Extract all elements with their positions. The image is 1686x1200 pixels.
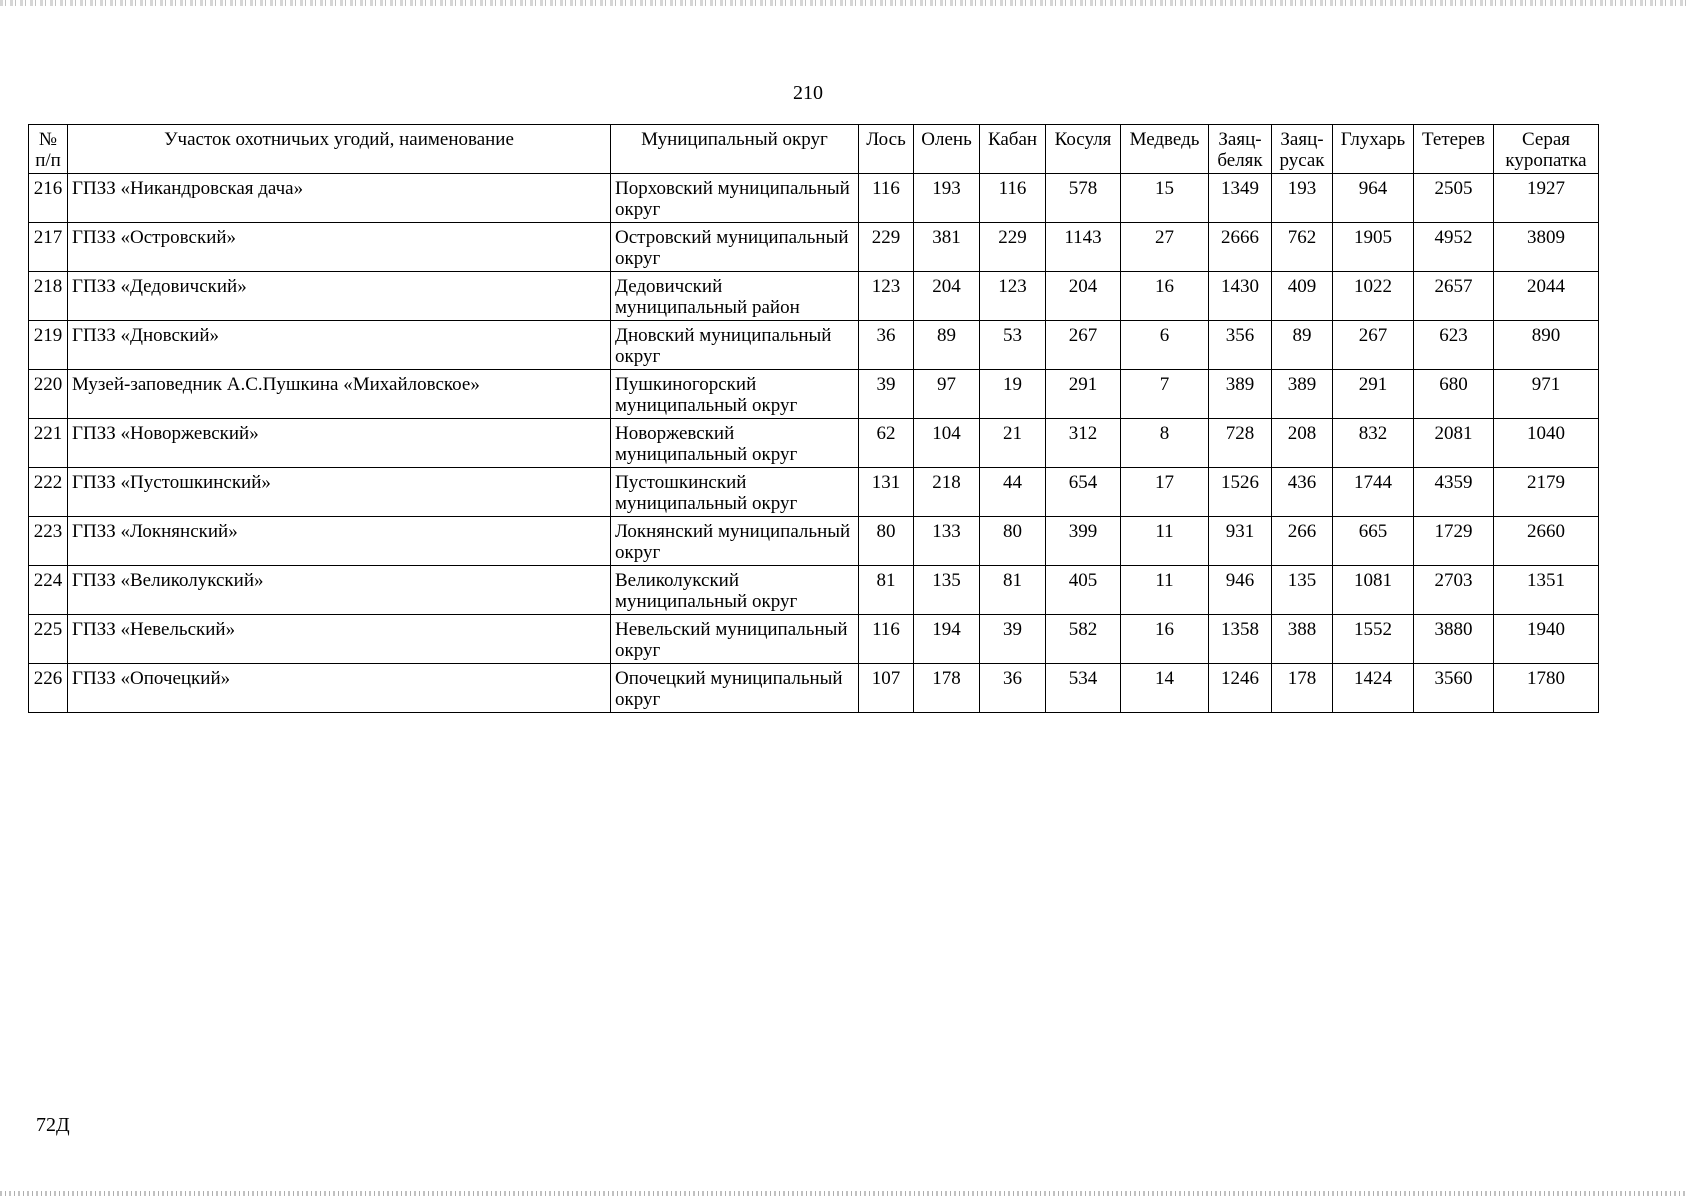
row-value: 291 [1046, 370, 1121, 419]
row-value: 1143 [1046, 223, 1121, 272]
row-value: 266 [1272, 517, 1333, 566]
row-value: 193 [1272, 174, 1333, 223]
table-row [29, 517, 1599, 566]
row-value: 2703 [1414, 566, 1494, 615]
row-value: 578 [1046, 174, 1121, 223]
row-value: 133 [914, 517, 980, 566]
row-value: 1351 [1494, 566, 1599, 615]
row-okrug: Локнянский муниципальный округ [611, 517, 859, 566]
row-value: 89 [1272, 321, 1333, 370]
row-value: 436 [1272, 468, 1333, 517]
row-value: 2660 [1494, 517, 1599, 566]
row-value: 123 [859, 272, 914, 321]
row-value: 15 [1121, 174, 1209, 223]
row-value: 971 [1494, 370, 1599, 419]
row-value: 1526 [1209, 468, 1272, 517]
row-value: 1780 [1494, 664, 1599, 713]
table-header-row [29, 125, 1599, 174]
row-value: 680 [1414, 370, 1494, 419]
row-value: 27 [1121, 223, 1209, 272]
row-name: ГПЗЗ «Локнянский» [68, 517, 611, 566]
header-medved: Медведь [1121, 125, 1209, 174]
row-value: 4359 [1414, 468, 1494, 517]
row-number: 216 [29, 174, 68, 223]
row-value: 131 [859, 468, 914, 517]
row-value: 2666 [1209, 223, 1272, 272]
row-value: 89 [914, 321, 980, 370]
row-value: 7 [1121, 370, 1209, 419]
row-value: 389 [1209, 370, 1272, 419]
row-okrug: Дедовичский муниципальный район [611, 272, 859, 321]
table-row [29, 566, 1599, 615]
row-value: 8 [1121, 419, 1209, 468]
header-teterev: Тетерев [1414, 125, 1494, 174]
row-value: 1927 [1494, 174, 1599, 223]
row-okrug: Дновский муниципальный округ [611, 321, 859, 370]
header-okrug: Муниципальный округ [611, 125, 859, 174]
row-number: 219 [29, 321, 68, 370]
row-value: 208 [1272, 419, 1333, 468]
row-value: 3809 [1494, 223, 1599, 272]
row-value: 534 [1046, 664, 1121, 713]
header-kaban: Кабан [980, 125, 1046, 174]
row-value: 1905 [1333, 223, 1414, 272]
row-value: 2179 [1494, 468, 1599, 517]
row-value: 1081 [1333, 566, 1414, 615]
row-value: 135 [914, 566, 980, 615]
row-value: 116 [980, 174, 1046, 223]
row-okrug: Невельский муниципальный округ [611, 615, 859, 664]
table-row [29, 272, 1599, 321]
row-value: 1349 [1209, 174, 1272, 223]
row-value: 218 [914, 468, 980, 517]
row-value: 964 [1333, 174, 1414, 223]
row-value: 107 [859, 664, 914, 713]
row-okrug: Островский муниципальный округ [611, 223, 859, 272]
row-value: 194 [914, 615, 980, 664]
row-value: 80 [859, 517, 914, 566]
row-value: 3560 [1414, 664, 1494, 713]
row-value: 291 [1333, 370, 1414, 419]
row-okrug: Пушкиногорский муниципальный округ [611, 370, 859, 419]
row-value: 17 [1121, 468, 1209, 517]
row-value: 946 [1209, 566, 1272, 615]
row-value: 4952 [1414, 223, 1494, 272]
table-row [29, 223, 1599, 272]
header-los: Лось [859, 125, 914, 174]
row-value: 1424 [1333, 664, 1414, 713]
row-value: 178 [1272, 664, 1333, 713]
hunting-quota-table [28, 124, 1599, 713]
row-number: 225 [29, 615, 68, 664]
row-name: ГПЗЗ «Новоржевский» [68, 419, 611, 468]
row-value: 11 [1121, 517, 1209, 566]
row-value: 665 [1333, 517, 1414, 566]
row-value: 654 [1046, 468, 1121, 517]
row-value: 80 [980, 517, 1046, 566]
row-name: ГПЗЗ «Опочецкий» [68, 664, 611, 713]
row-number: 224 [29, 566, 68, 615]
row-value: 623 [1414, 321, 1494, 370]
row-value: 762 [1272, 223, 1333, 272]
row-value: 135 [1272, 566, 1333, 615]
row-value: 229 [859, 223, 914, 272]
row-value: 44 [980, 468, 1046, 517]
row-value: 1358 [1209, 615, 1272, 664]
table-body [29, 174, 1599, 713]
row-value: 388 [1272, 615, 1333, 664]
row-value: 116 [859, 174, 914, 223]
row-value: 1022 [1333, 272, 1414, 321]
row-number: 221 [29, 419, 68, 468]
row-value: 389 [1272, 370, 1333, 419]
row-value: 81 [859, 566, 914, 615]
header-kuropatka: Серая куропатка [1494, 125, 1599, 174]
row-value: 1430 [1209, 272, 1272, 321]
row-value: 1744 [1333, 468, 1414, 517]
row-value: 728 [1209, 419, 1272, 468]
row-okrug: Порховский муниципальный округ [611, 174, 859, 223]
row-value: 399 [1046, 517, 1121, 566]
row-value: 381 [914, 223, 980, 272]
row-value: 312 [1046, 419, 1121, 468]
header-zayac-rusak: Заяц-русак [1272, 125, 1333, 174]
row-value: 1940 [1494, 615, 1599, 664]
row-value: 2081 [1414, 419, 1494, 468]
row-name: ГПЗЗ «Островский» [68, 223, 611, 272]
row-value: 204 [1046, 272, 1121, 321]
row-value: 267 [1046, 321, 1121, 370]
header-kosulya: Косуля [1046, 125, 1121, 174]
row-name: ГПЗЗ «Невельский» [68, 615, 611, 664]
row-value: 21 [980, 419, 1046, 468]
table-row [29, 468, 1599, 517]
page-number: 210 [793, 82, 823, 104]
row-number: 223 [29, 517, 68, 566]
row-value: 204 [914, 272, 980, 321]
row-name: ГПЗЗ «Дедовичский» [68, 272, 611, 321]
row-value: 2044 [1494, 272, 1599, 321]
row-value: 1552 [1333, 615, 1414, 664]
row-value: 14 [1121, 664, 1209, 713]
row-value: 6 [1121, 321, 1209, 370]
row-number: 217 [29, 223, 68, 272]
row-value: 409 [1272, 272, 1333, 321]
row-name: ГПЗЗ «Никандровская дача» [68, 174, 611, 223]
row-okrug: Опочецкий муниципальный округ [611, 664, 859, 713]
row-value: 62 [859, 419, 914, 468]
row-number: 218 [29, 272, 68, 321]
row-value: 229 [980, 223, 1046, 272]
row-value: 356 [1209, 321, 1272, 370]
row-value: 39 [859, 370, 914, 419]
row-name: ГПЗЗ «Дновский» [68, 321, 611, 370]
row-name: Музей-заповедник А.С.Пушкина «Михайловское» [68, 370, 611, 419]
row-value: 1246 [1209, 664, 1272, 713]
row-okrug: Новоржевский муниципальный округ [611, 419, 859, 468]
row-value: 16 [1121, 615, 1209, 664]
row-okrug: Пустошкинский муниципальный округ [611, 468, 859, 517]
row-value: 81 [980, 566, 1046, 615]
header-gluhar: Глухарь [1333, 125, 1414, 174]
scan-edge-bottom [0, 1191, 1686, 1196]
table-row [29, 419, 1599, 468]
row-value: 116 [859, 615, 914, 664]
row-value: 36 [859, 321, 914, 370]
header-name: Участок охотничьих угодий, наименование [68, 125, 611, 174]
row-value: 36 [980, 664, 1046, 713]
row-value: 104 [914, 419, 980, 468]
row-value: 97 [914, 370, 980, 419]
row-value: 53 [980, 321, 1046, 370]
row-value: 405 [1046, 566, 1121, 615]
row-value: 193 [914, 174, 980, 223]
row-value: 890 [1494, 321, 1599, 370]
header-olen: Олень [914, 125, 980, 174]
row-value: 267 [1333, 321, 1414, 370]
row-okrug: Великолукский муниципальный округ [611, 566, 859, 615]
table-row [29, 321, 1599, 370]
row-number: 220 [29, 370, 68, 419]
row-value: 19 [980, 370, 1046, 419]
row-number: 222 [29, 468, 68, 517]
table-row [29, 174, 1599, 223]
table-row [29, 370, 1599, 419]
table-row [29, 664, 1599, 713]
row-value: 39 [980, 615, 1046, 664]
row-number: 226 [29, 664, 68, 713]
row-value: 178 [914, 664, 980, 713]
row-value: 582 [1046, 615, 1121, 664]
scan-edge-top [0, 0, 1686, 6]
row-value: 1729 [1414, 517, 1494, 566]
row-value: 931 [1209, 517, 1272, 566]
row-value: 16 [1121, 272, 1209, 321]
row-value: 2505 [1414, 174, 1494, 223]
header-zayac-belyak: Заяц-беляк [1209, 125, 1272, 174]
row-value: 123 [980, 272, 1046, 321]
footer-code: 72Д [36, 1114, 70, 1136]
row-value: 11 [1121, 566, 1209, 615]
row-value: 1040 [1494, 419, 1599, 468]
row-value: 832 [1333, 419, 1414, 468]
table-row [29, 615, 1599, 664]
row-name: ГПЗЗ «Пустошкинский» [68, 468, 611, 517]
header-num: № п/п [29, 125, 68, 174]
row-value: 3880 [1414, 615, 1494, 664]
row-name: ГПЗЗ «Великолукский» [68, 566, 611, 615]
row-value: 2657 [1414, 272, 1494, 321]
